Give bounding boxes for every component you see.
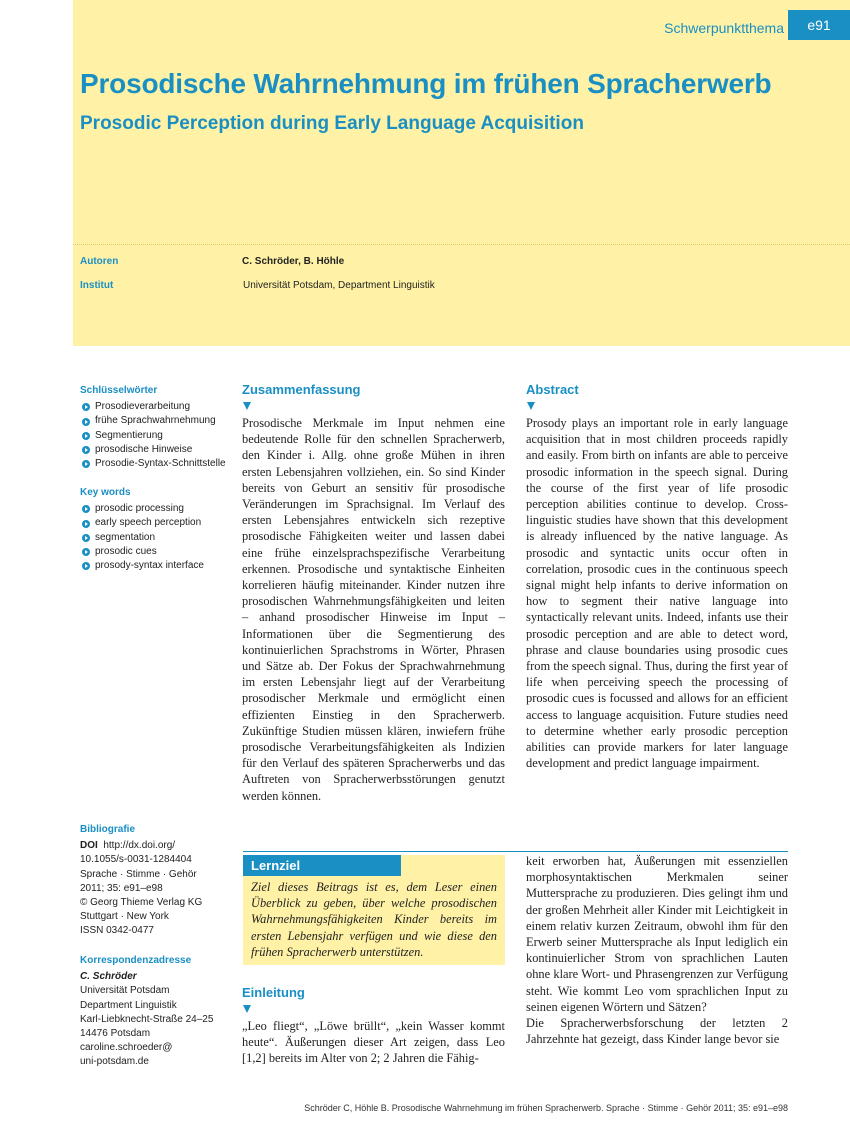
- keyword-item: prosodische Hinweise: [80, 443, 230, 457]
- page-number-badge: e91: [788, 10, 850, 40]
- bullet-arrow-icon: [82, 418, 90, 426]
- keyword-item: prosodic processing: [80, 502, 230, 516]
- email-line-2[interactable]: uni-potsdam.de: [80, 1056, 149, 1068]
- title-banner: [73, 0, 850, 346]
- bullet-arrow-icon: [82, 403, 90, 411]
- address-line: Universität Potsdam: [80, 985, 170, 997]
- bibliography-title: Bibliografie: [80, 824, 136, 835]
- bullet-arrow-icon: [82, 548, 90, 556]
- journal-name: Sprache · Stimme · Gehör: [80, 868, 197, 880]
- keyword-item: early speech perception: [80, 516, 230, 530]
- abstract-text: Prosody plays an important role in early language acquisition that in most children proceeds rapidly and easily. From birth on infants are able to perceive prosodic information in the speech signal. During the course of the first year of life prosodic perception abilities continue to develop. Cross-linguistic studies have shown that this development is already influenced by the native language. As prosodic and syntactic units occur often in correlation, prosodic cues in the continuous speech signal might help infants to derive information on how to segment their native language into syntactically relevant units. Indeed, infants use their prosodic perception and are able to detect word, phrase and clause boundaries using prosodic cues from the speech signal. Thus, during the first year of life when perceiving speech the processing of prosodic cues is focussed and allows for an efficient access to language acquisition. Future studies need to determine whether early prosodic perception abilities can provide markers for later language development and predict language impairment.: [526, 416, 788, 771]
- bibliography-block: [80, 823, 230, 939]
- keywords-german-block: [80, 384, 230, 471]
- section-topic: Schwerpunktthema: [664, 20, 784, 36]
- section-rule: [243, 851, 788, 852]
- keyword-item: prosody-syntax interface: [80, 559, 230, 573]
- address-line: Karl-Liebknecht-Straße 24–25: [80, 1013, 214, 1025]
- keyword-item: frühe Sprachwahrnehmung: [80, 414, 230, 428]
- doi-link[interactable]: http://dx.doi.org/: [103, 840, 176, 852]
- einleitung-text-right: [526, 853, 788, 1047]
- article-title-english: Prosodic Perception during Early Language Acquisition: [80, 113, 584, 134]
- bullet-arrow-icon: [82, 562, 90, 570]
- bullet-arrow-icon: [82, 520, 90, 528]
- keywords-german-title: Schlüsselwörter: [80, 385, 158, 396]
- bullet-arrow-icon: [82, 446, 90, 454]
- publisher-location: Stuttgart · New York: [80, 911, 169, 923]
- einleitung-paragraph-2: Die Spracherwerbsforschung der letzten 2 Jahrzehnte hat gezeigt, dass Kinder lange bevor sie: [526, 1016, 788, 1047]
- institute-label: Institut: [80, 280, 114, 291]
- email-line-1[interactable]: caroline.schroeder@: [80, 1042, 173, 1054]
- authors-label: Autoren: [80, 256, 119, 267]
- learning-objective-box: [243, 855, 505, 965]
- down-triangle-icon: [243, 402, 251, 410]
- keyword-item: segmentation: [80, 531, 230, 545]
- bullet-arrow-icon: [82, 460, 90, 468]
- learning-objective-text: Ziel dieses Beitrags ist es, dem Leser einen Überblick zu geben, über welche prosodischen Wahrnehmungsfähigkeiten Kinder bereits im ersten Lebensjahr verfügen und wie diese den frühen Spracherwerb unterstützen.: [251, 880, 497, 959]
- correspondence-name: C. Schröder: [80, 971, 137, 983]
- institute: Universität Potsdam, Department Linguistik: [243, 280, 435, 291]
- correspondence-block: [80, 954, 230, 1070]
- footer-citation: Schröder C, Höhle B. Prosodische Wahrnehmung im frühen Spracherwerb. Sprache · Stimme · Gehör 2011; 35: e91–e98: [304, 1103, 788, 1113]
- issn: ISSN 0342-0477: [80, 925, 154, 937]
- doi-value: 10.1055/s-0031-1284404: [80, 854, 192, 866]
- bullet-arrow-icon: [82, 505, 90, 513]
- bullet-arrow-icon: [82, 534, 90, 542]
- einleitung-title: Einleitung: [242, 985, 305, 1000]
- keyword-item: prosodic cues: [80, 545, 230, 559]
- bullet-arrow-icon: [82, 432, 90, 440]
- keyword-item: Prosodie-Syntax-Schnittstelle: [80, 457, 230, 471]
- address-line: 14476 Potsdam: [80, 1028, 151, 1040]
- abstract-title: Abstract: [526, 382, 579, 397]
- article-title-german: Prosodische Wahrnehmung im frühen Spracherwerb: [80, 68, 772, 99]
- doi-label: DOI: [80, 840, 98, 852]
- einleitung-text-left: „Leo fliegt“, „Löwe brüllt“, „kein Wasser kommt heute“. Äußerungen dieser Art zeigen, dass Leo [1,2] bereits im Alter von 2; 2 Jahren die Fähig-: [242, 1019, 505, 1066]
- keywords-english-block: [80, 486, 230, 573]
- down-triangle-icon: [527, 402, 535, 410]
- zusammenfassung-title: Zusammenfassung: [242, 382, 361, 397]
- address-line: Department Linguistik: [80, 999, 177, 1011]
- copyright: © Georg Thieme Verlag KG: [80, 897, 203, 909]
- einleitung-paragraph-1: keit erworben hat, Äußerungen mit essenziellen morphosyntaktischen Merkmalen seiner Muttersprache zu produzieren. Dies gelingt ihm und der großen Mehrheit aller Kinder mit Leichtigkeit in einem relativ kurzen Zeitraum, obwohl ihm für den Erwerb seiner Muttersprache als Input lediglich ein kontinuierlicher Strom von sprachlichen Lauten ohne klare Wort- und Phrasengrenzen zur Verfügung steht. Wie kommt Leo vom sprachlichen Input zu seinen eigenen Wörtern und Sätzen?: [526, 854, 788, 1014]
- keywords-english-title: Key words: [80, 487, 131, 498]
- keyword-item: Prosodieverarbeitung: [80, 400, 230, 414]
- down-triangle-icon: [243, 1005, 251, 1013]
- keyword-item: Segmentierung: [80, 429, 230, 443]
- zusammenfassung-text: Prosodische Merkmale im Input nehmen eine bedeutende Rolle für den schnellen Spracherwerb, den Kinder i. Allg. ohne große Mühen in ihren ersten Lebensjahren vollziehen, ein. So sind Kinder bereits von Geburt an sensitiv für prosodische Veränderungen im Sprachsignal. Im Verlauf des ersten Lebensjahres entwickeln sich rezeptive prosodische Fähigkeiten weiter und lassen dabei eine frühe einzelsprachspezifische Verarbeitung erkennen. Prosodische und syntaktische Einheiten korrelieren häufig miteinander. Kinder nutzen ihre prosodischen Wahrnehmungsfähigkeiten und leiten – anhand prosodischer Hinweise im Input – Informationen über die Segmentierung des kontinuierlichen Sprachstroms in Wörter, Phrasen und Sätze ab. Der Fokus der Sprachwahrnehmung im ersten Lebensjahr liegt auf der Verarbeitung prosodischer Merkmale und ermöglicht einen effizienten Einstieg in den Spracherwerb. Zukünftige Studien müssen klären, inwiefern frühe prosodische Verarbeitungsfähigkeiten als Indizien für den Verlauf des späteren Spracherwerbs und das Auftreten von Spracherwerbsstörungen genutzt werden können.: [242, 416, 505, 803]
- correspondence-title: Korrespondenzadresse: [80, 955, 192, 966]
- title-divider: [73, 244, 850, 245]
- learning-objective-title: Lernziel: [243, 855, 401, 876]
- authors: C. Schröder, B. Höhle: [242, 256, 345, 267]
- journal-volume: 2011; 35: e91–e98: [80, 882, 163, 894]
